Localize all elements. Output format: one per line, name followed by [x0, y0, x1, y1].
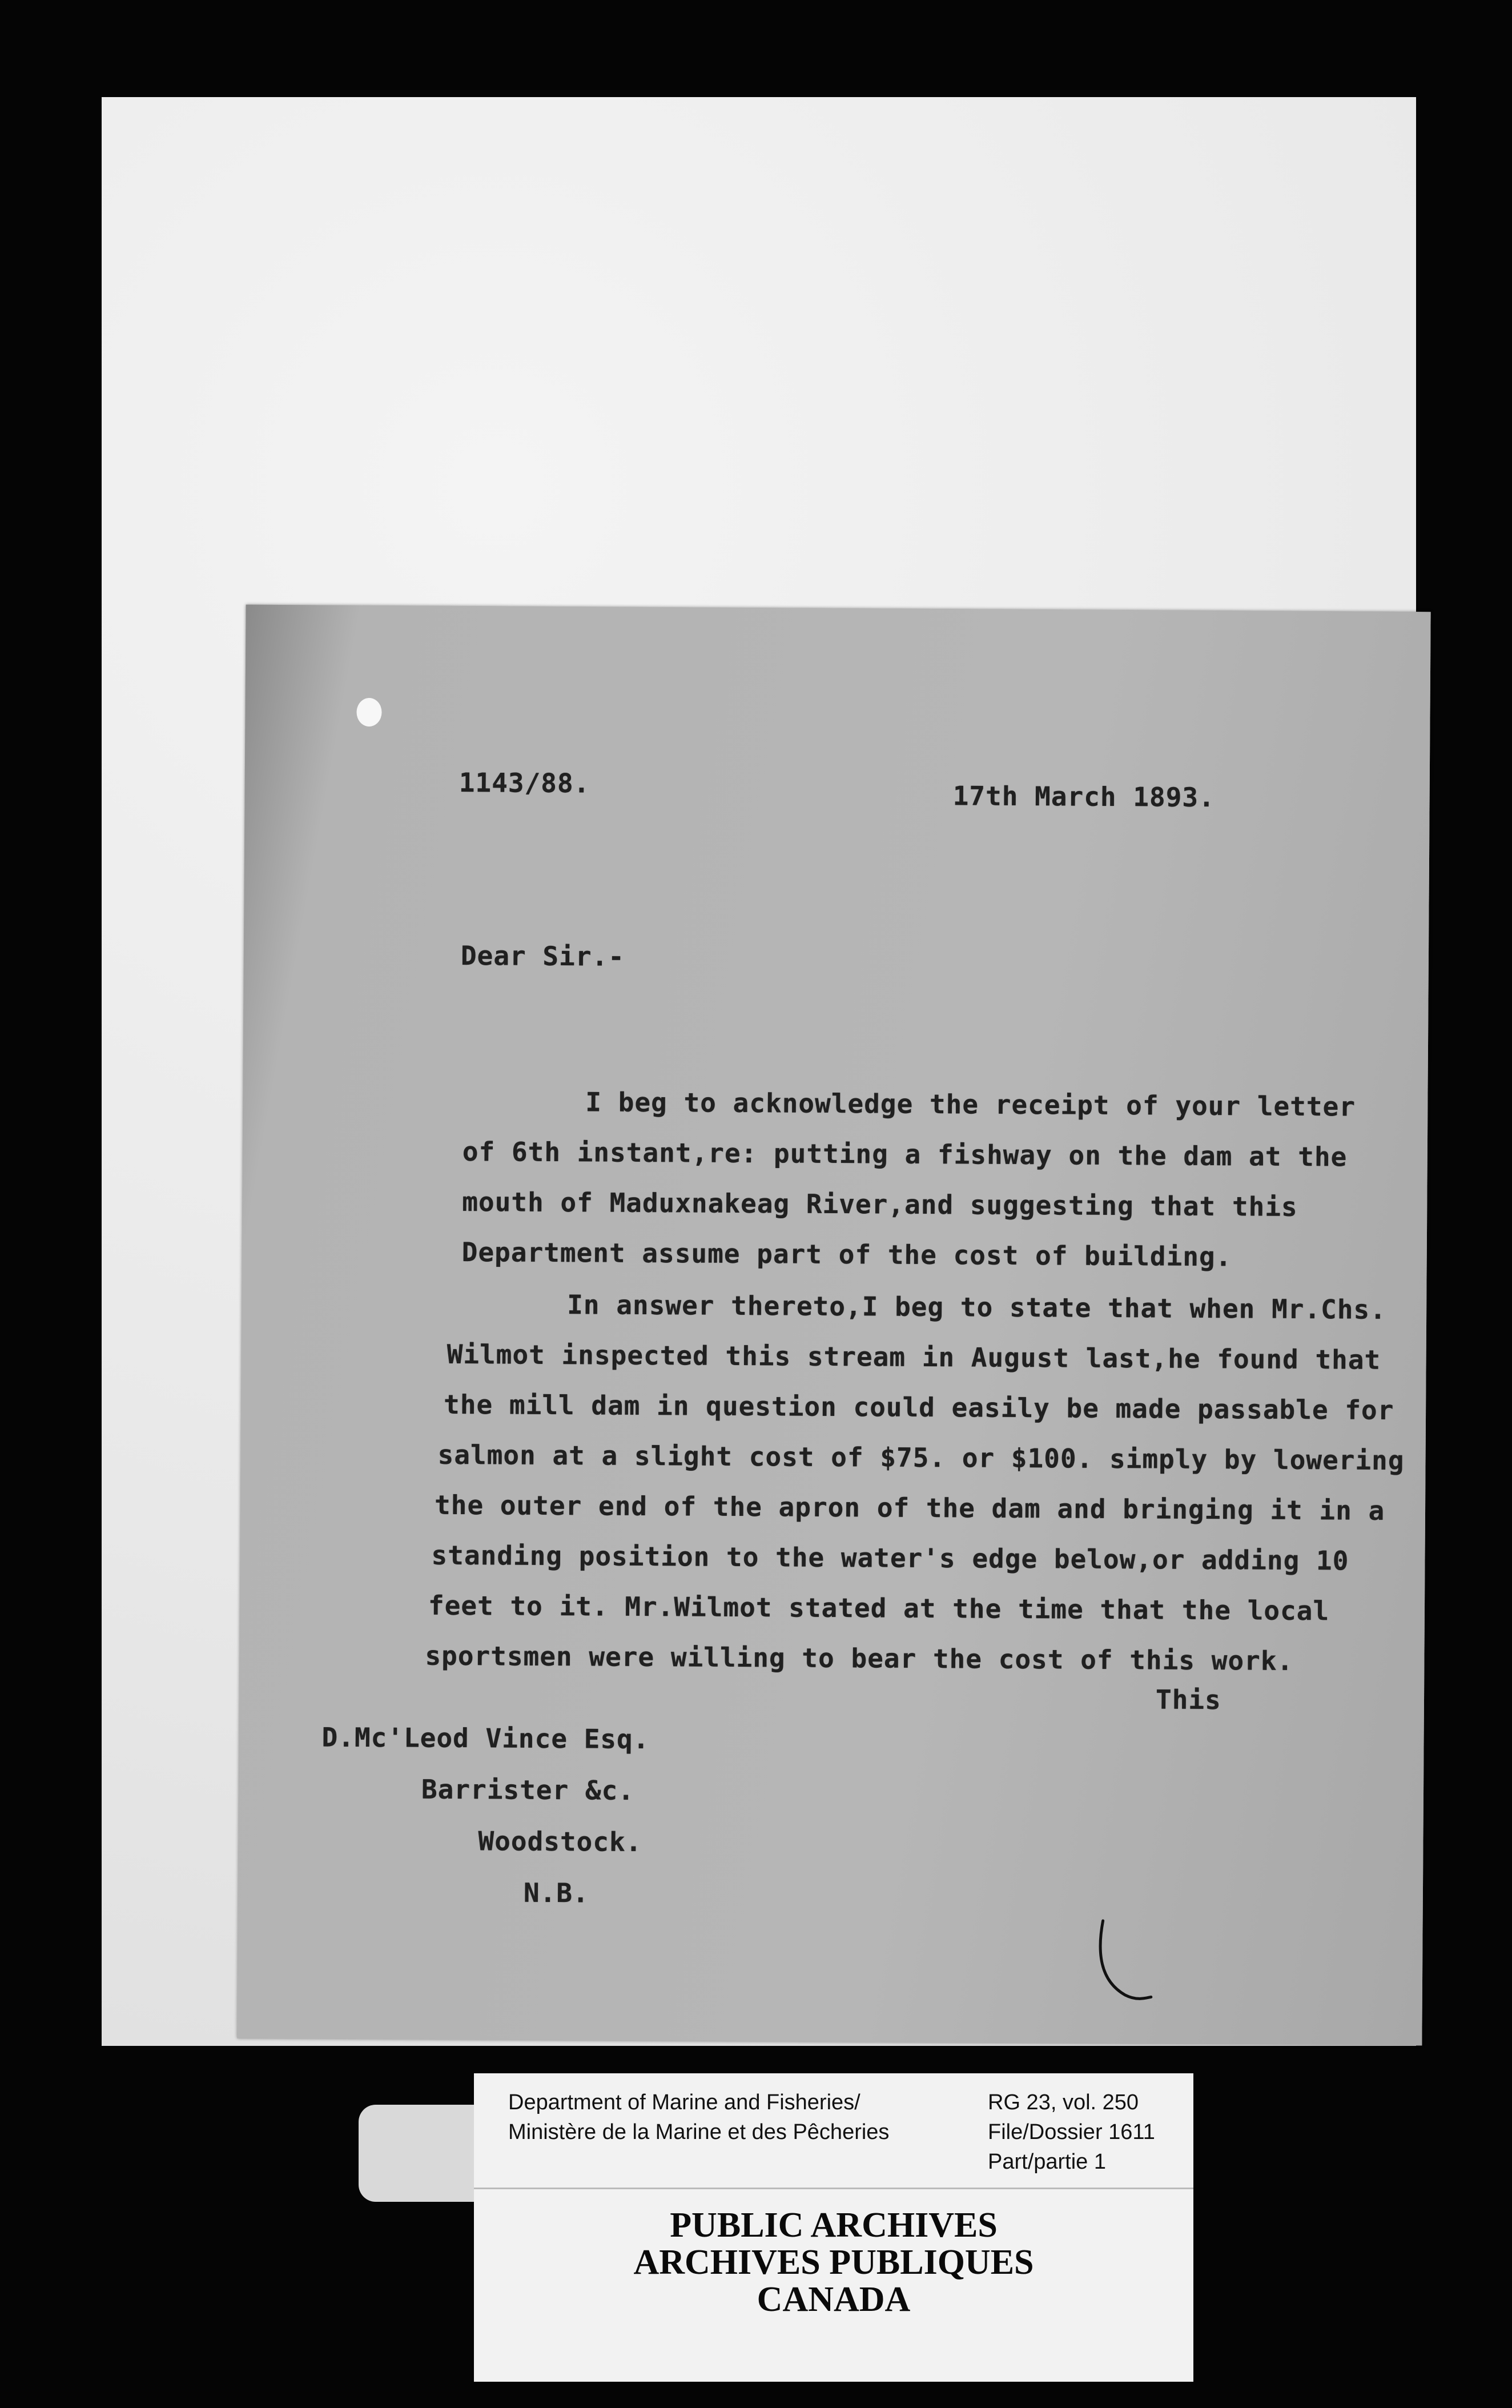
archives-stamp-line-3: CANADA	[757, 2280, 911, 2319]
body-line: feet to it. Mr.Wilmot stated at the time that the local	[428, 1590, 1330, 1627]
body-line: of 6th instant,re: putting a fishway on the dam at the	[462, 1136, 1348, 1173]
salutation: Dear Sir.-	[460, 940, 625, 972]
body-line: salmon at a slight cost of $75. or $100. simply by lowering	[437, 1439, 1405, 1476]
file-reference: 1143/88.	[459, 766, 590, 799]
punch-hole	[356, 698, 381, 727]
archive-mount-page	[102, 97, 1416, 2046]
file-number: File/Dossier 1611	[988, 2120, 1155, 2144]
body-line: standing position to the water's edge below,or adding 10	[431, 1539, 1349, 1576]
pen-mark	[1091, 1918, 1160, 2004]
part-number: Part/partie 1	[988, 2150, 1106, 2174]
body-line: mouth of Maduxnakeag River,and suggesting that this	[462, 1186, 1298, 1222]
catchword: This	[1155, 1684, 1221, 1716]
department-english: Department of Marine and Fisheries/	[508, 2090, 860, 2114]
addressee-city: Woodstock.	[478, 1825, 642, 1857]
archives-stamp-line-2: ARCHIVES PUBLIQUES	[633, 2243, 1034, 2282]
body-line: the mill dam in question could easily be made passable for	[443, 1388, 1394, 1426]
letter-date: 17th March 1893.	[952, 780, 1215, 813]
letter-sheet	[237, 605, 1430, 2046]
archive-label	[474, 2073, 1193, 2382]
body-line: Department assume part of the cost of building.	[461, 1237, 1232, 1273]
addressee-province: N.B.	[523, 1877, 589, 1909]
addressee-name: D.Mc'Leod Vince Esq.	[321, 1721, 650, 1755]
body-line: I beg to acknowledge the receipt of your letter	[585, 1086, 1356, 1122]
body-line: In answer thereto,I beg to state that when Mr.Chs.	[567, 1289, 1387, 1325]
archives-stamp-line-1: PUBLIC ARCHIVES	[670, 2206, 998, 2245]
body-line: Wilmot inspected this stream in August last,he found that	[447, 1338, 1381, 1375]
record-group: RG 23, vol. 250	[988, 2090, 1139, 2114]
body-line: the outer end of the apron of the dam and bringing it in a	[434, 1489, 1385, 1526]
addressee-title: Barrister &c.	[421, 1773, 635, 1806]
body-line: sportsmen were willing to bear the cost of this work.	[425, 1640, 1294, 1676]
label-divider	[474, 2188, 1193, 2189]
department-french: Ministère de la Marine et des Pêcheries	[508, 2120, 890, 2144]
